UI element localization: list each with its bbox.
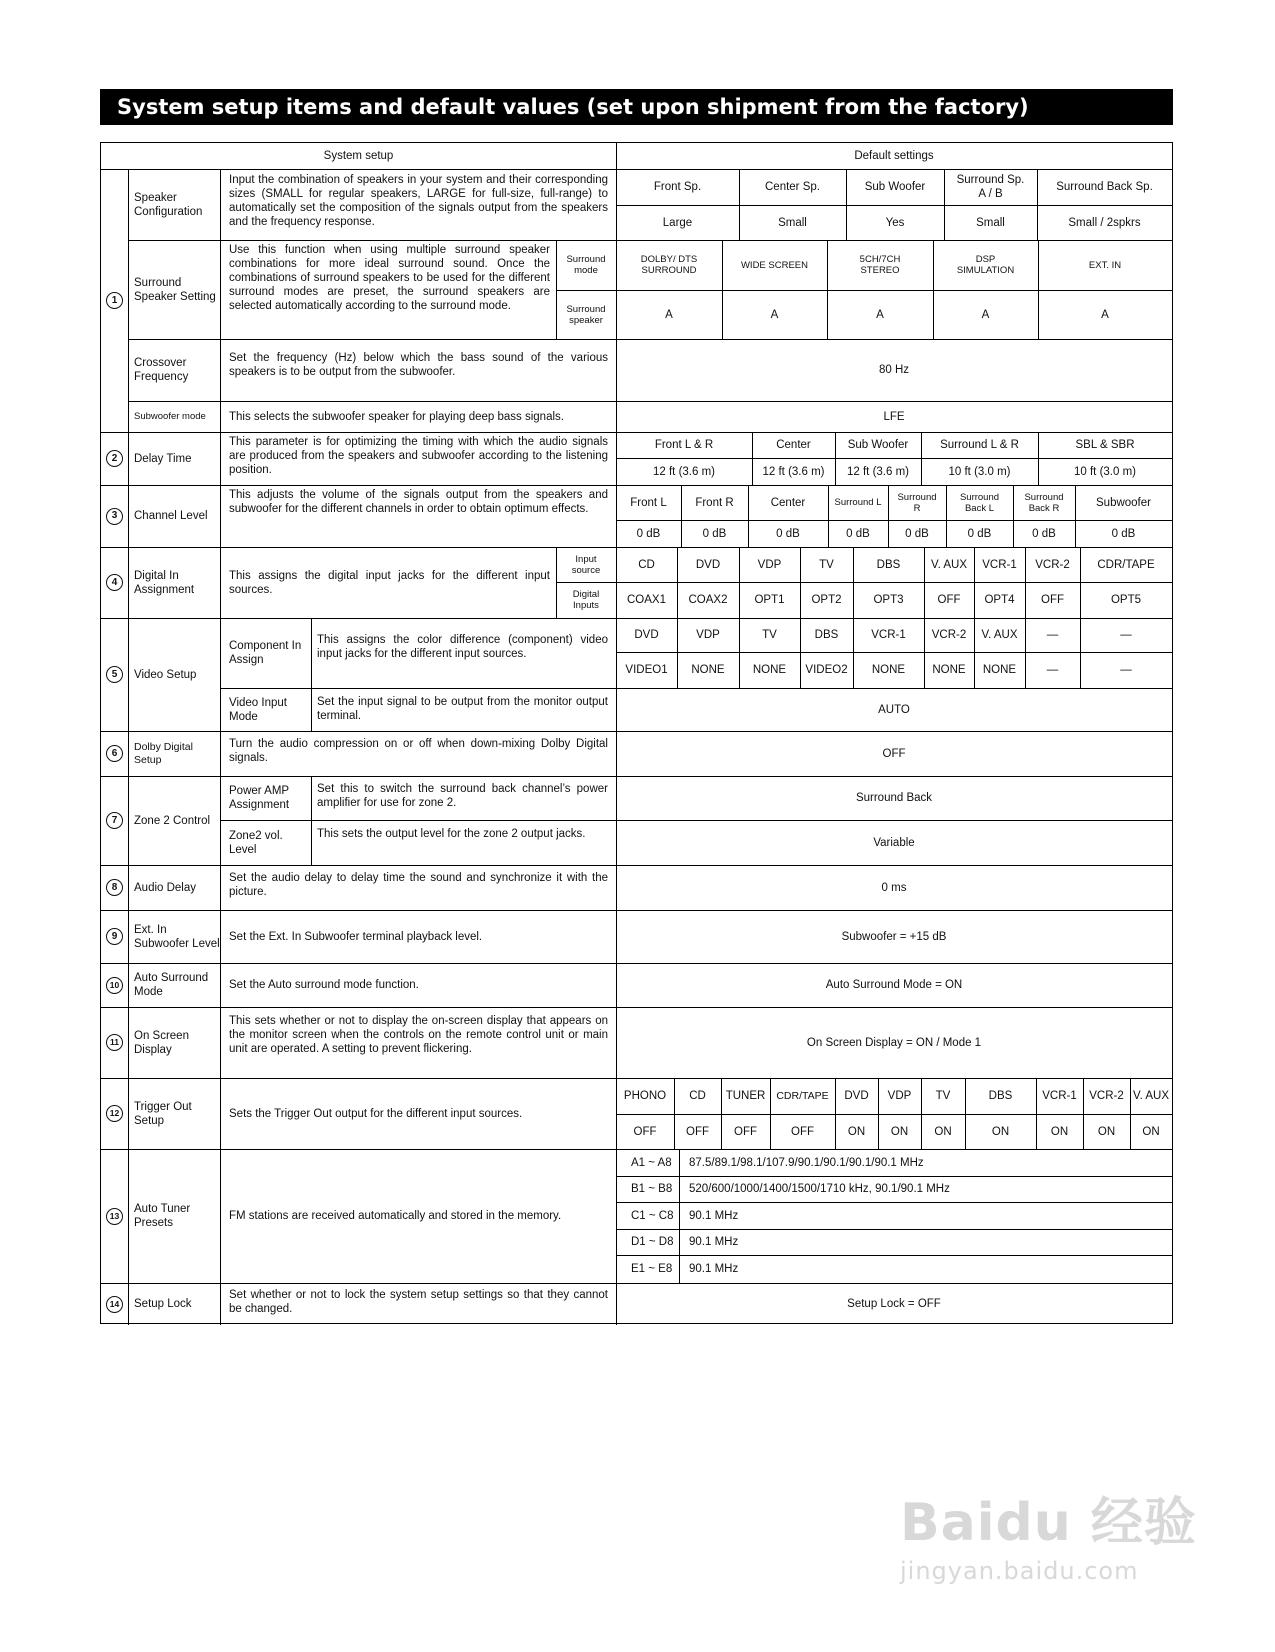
item-number-8: 8 (101, 865, 128, 910)
header-default-settings: Default settings (854, 150, 934, 162)
digital-input: OPT4 (984, 594, 1015, 606)
digital-in-assignment-desc: This assigns the digital input jacks for the different input sources. (229, 569, 550, 596)
delay-head: Sub Woofer (847, 439, 909, 451)
channel-level-label: Channel Level (134, 510, 208, 522)
audio-delay-value: 0 ms (881, 881, 907, 894)
page-title: System setup items and default values (set upon shipment from the factory) (100, 89, 1173, 125)
delay-value: 12 ft (3.6 m) (762, 465, 825, 478)
preset-band: A1 ~ A8 (631, 1156, 672, 1169)
trigger-source: VCR-2 (1089, 1090, 1124, 1102)
digital-inputs-label: Digital Inputs (572, 589, 600, 611)
trigger-source: VCR-1 (1042, 1090, 1077, 1102)
video-input-mode-label: Video Input Mode (229, 696, 287, 723)
digital-input: COAX1 (627, 594, 666, 606)
component-input: NONE (982, 664, 1017, 676)
preset-frequencies: 520/600/1000/1400/1500/1710 kHz, 90.1/90.1 MHz (689, 1183, 950, 1195)
surround-speaker-value: A (1101, 308, 1109, 321)
digital-source: VCR-1 (982, 558, 1017, 571)
video-setup-label: Video Setup (134, 668, 197, 681)
auto-tuner-presets-label: Auto Tuner Presets (134, 1203, 191, 1229)
crossover-frequency-value: 80 Hz (878, 364, 910, 376)
channel-head: Surround R (897, 491, 937, 514)
channel-value: 0 dB (776, 527, 800, 540)
item-number-9: 9 (101, 910, 128, 963)
surround-speaker-value: A (665, 308, 673, 321)
digital-input: COAX2 (688, 594, 728, 606)
digital-source: DVD (695, 558, 721, 571)
watermark-logo-text: Baidu 经验 (900, 1493, 1197, 1553)
component-in-assign-label: Component In Assign (229, 640, 302, 666)
component-input: NONE (871, 664, 906, 676)
trigger-source: CD (689, 1090, 706, 1102)
item-number-12: 12 (101, 1078, 128, 1149)
preset-frequencies: 90.1 MHz (689, 1209, 739, 1222)
digital-source: VCR-2 (1035, 558, 1070, 571)
power-amp-assignment-value: Surround Back (855, 792, 933, 804)
trigger-value: OFF (686, 1125, 709, 1138)
channel-head: Subwoofer (1096, 496, 1151, 509)
dolby-digital-setup-label: Dolby Digital Setup (134, 740, 193, 766)
setup-lock-label: Setup Lock (134, 1298, 192, 1310)
trigger-value: ON (847, 1125, 866, 1138)
speaker-config-value: Large (662, 216, 693, 229)
trigger-source: DVD (844, 1090, 869, 1102)
auto-surround-mode-desc: Set the Auto surround mode function. (229, 979, 419, 991)
subwoofer-mode-desc: This selects the subwoofer speaker for playing deep bass signals. (229, 410, 564, 423)
digital-source: TV (819, 558, 834, 571)
digital-input: OFF (1041, 594, 1064, 606)
component-source: — (1120, 629, 1132, 641)
preset-frequencies: 90.1 MHz (689, 1236, 739, 1248)
speaker-config-head: Surround Back Sp. (1056, 181, 1153, 193)
surround-speaker-value: A (770, 308, 779, 321)
delay-head: Front L & R (654, 439, 714, 451)
delay-head: Center (776, 439, 811, 451)
baidu-watermark (900, 1480, 1200, 1610)
audio-delay-desc: Set the audio delay to delay time the sound and synchronize it with the picture. (229, 872, 608, 898)
item-number-13: 13 (101, 1149, 128, 1283)
crossover-frequency-label: Crossover Frequency (134, 357, 189, 383)
digital-source: VDP (757, 558, 782, 571)
item-number-1: 1 (101, 169, 128, 432)
digital-input: OPT2 (811, 594, 842, 606)
on-screen-display-label: On Screen Display (134, 1029, 189, 1056)
speaker-config-value: Small (778, 216, 807, 229)
channel-value: 0 dB (702, 527, 727, 540)
component-in-assign-desc: This assigns the color difference (component) video input jacks for the different input sources. (317, 634, 608, 660)
component-input: VIDEO1 (625, 664, 668, 676)
video-input-mode-desc: Set the input signal to be output from the monitor output terminal. (317, 696, 608, 722)
trigger-value: ON (991, 1125, 1010, 1138)
surround-speaker-value: A (981, 308, 990, 321)
speaker-config-value: Small / 2spkrs (1068, 216, 1141, 229)
delay-value: 12 ft (3.6 m) (653, 465, 715, 478)
preset-frequencies: 87.5/89.1/98.1/107.9/90.1/90.1/90.1/90.1 MHz (689, 1156, 924, 1169)
surround-speaker-label: Surround speaker (566, 303, 606, 326)
preset-frequencies: 90.1 MHz (689, 1263, 739, 1275)
header-system-setup: System setup (323, 150, 394, 162)
trigger-source: CDR/TAPE (776, 1090, 829, 1102)
delay-head: Surround L & R (940, 439, 1019, 451)
delay-value: 12 ft (3.6 m) (847, 465, 909, 478)
trigger-value: ON (1097, 1125, 1116, 1138)
trigger-source: V. AUX (1132, 1090, 1170, 1102)
digital-input: OFF (937, 594, 961, 606)
auto-surround-mode-value: Auto Surround Mode = ON (825, 979, 963, 991)
speaker-config-value: Yes (885, 216, 905, 229)
item-number-6: 6 (101, 731, 128, 776)
surround-mode: DSP SIMULATION (956, 254, 1015, 276)
speaker-configuration-label: Speaker Configuration (134, 191, 203, 218)
dolby-digital-setup-value: OFF (882, 747, 906, 760)
trigger-source: DBS (988, 1090, 1013, 1102)
speaker-config-head: Sub Woofer (864, 181, 926, 193)
subwoofer-mode-label: Subwoofer mode (134, 411, 206, 422)
video-input-mode-value: AUTO (878, 703, 910, 716)
channel-value: 0 dB (967, 527, 992, 540)
surround-mode: DOLBY/ DTS SURROUND (640, 254, 698, 276)
item-number-4: 4 (101, 547, 128, 618)
preset-band: E1 ~ E8 (631, 1263, 673, 1275)
channel-head: Front R (695, 496, 734, 509)
channel-head: Surround L (834, 497, 882, 508)
preset-band: B1 ~ B8 (631, 1183, 673, 1195)
delay-time-desc: This parameter is for optimizing the timing with which the audio signals are produced from the speakers and subwoofer according to the listening position. (229, 436, 608, 476)
trigger-source: TV (935, 1090, 951, 1102)
digital-input: OPT1 (754, 594, 785, 606)
surround-speaker-setting-desc: Use this function when using multiple surround speaker combinations for more ideal surround sound. Once the combinations of surround speakers to be used for the different surround modes are preset, the surround speakers are selected automatically according to the surround mode. (229, 244, 550, 312)
digital-source: CDR/TAPE (1097, 558, 1155, 571)
item-number-3: 3 (101, 485, 128, 547)
digital-source: DBS (876, 558, 901, 571)
digital-in-assignment-label: Digital In Assignment (134, 569, 195, 596)
channel-head: Center (770, 496, 806, 509)
ext-in-subwoofer-level-value: Subwoofer = +15 dB (841, 930, 947, 943)
trigger-value: ON (1142, 1125, 1160, 1138)
trigger-value: ON (890, 1125, 909, 1138)
channel-value: 0 dB (1032, 527, 1056, 540)
trigger-value: OFF (791, 1125, 814, 1138)
item-number-2: 2 (101, 432, 128, 485)
crossover-frequency-desc: Set the frequency (Hz) below which the bass sound of the various speakers is to be output from the subwoofer. (229, 352, 608, 378)
digital-source: CD (638, 558, 655, 571)
on-screen-display-desc: This sets whether or not to display the on-screen display that appears on the monitor screen when the controls on the remote control unit or main unit are operated. A setting to prevent flickering. (229, 1015, 608, 1055)
component-source: VDP (696, 629, 720, 641)
component-source: VCR-1 (871, 629, 906, 641)
trigger-out-setup-desc: Sets the Trigger Out output for the different input sources. (229, 1107, 523, 1120)
component-source: TV (762, 629, 777, 641)
channel-head: Surround Back R (1024, 491, 1064, 514)
surround-mode: EXT. IN (1088, 259, 1122, 271)
setup-table (100, 142, 1173, 1324)
component-input: — (1120, 664, 1132, 676)
setup-lock-desc: Set whether or not to lock the system setup settings so that they cannot be changed. (229, 1289, 608, 1315)
ext-in-subwoofer-level-desc: Set the Ext. In Subwoofer terminal playback level. (229, 930, 483, 943)
trigger-source: PHONO (623, 1090, 667, 1102)
trigger-out-setup-label: Trigger Out Setup (134, 1100, 192, 1127)
watermark-url: jingyan.baidu.com (900, 1557, 1139, 1585)
speaker-configuration-desc: Input the combination of speakers in your system and their corresponding sizes (SMALL for regular speakers, LARGE for full-size, full-range) to automatically set the composition of the signals output from the speakers and the frequency response. (229, 174, 608, 228)
power-amp-assignment-label: Power AMP Assignment (229, 785, 290, 811)
zone2-vol-level-desc: This sets the output level for the zone 2 output jacks. (317, 828, 586, 840)
zone2-vol-level-value: Variable (873, 836, 915, 849)
component-source: V. AUX (981, 629, 1018, 641)
auto-tuner-presets-desc: FM stations are received automatically and stored in the memory. (229, 1210, 562, 1222)
delay-value: 10 ft (3.0 m) (1074, 465, 1136, 478)
component-input: NONE (932, 664, 966, 676)
component-input: VIDEO2 (805, 664, 848, 676)
subwoofer-mode-value: LFE (883, 410, 905, 423)
auto-surround-mode-label: Auto Surround Mode (134, 972, 209, 998)
speaker-config-head: Surround Sp. A / B (956, 174, 1025, 200)
ext-in-subwoofer-level-label: Ext. In Subwoofer Level (134, 923, 220, 950)
component-source: VCR-2 (931, 629, 967, 641)
digital-input: OPT5 (1110, 594, 1142, 606)
setup-lock-value: Setup Lock = OFF (847, 1298, 941, 1310)
speaker-config-head: Center Sp. (765, 181, 820, 193)
trigger-source: TUNER (725, 1090, 766, 1102)
trigger-value: OFF (734, 1125, 757, 1138)
on-screen-display-value: On Screen Display = ON / Mode 1 (806, 1036, 982, 1049)
surround-mode: WIDE SCREEN (740, 259, 809, 271)
trigger-value: ON (934, 1125, 952, 1138)
speaker-config-value: Small (976, 216, 1005, 229)
item-number-14: 14 (101, 1283, 128, 1325)
zone2-control-label: Zone 2 Control (134, 814, 211, 827)
component-source: DBS (814, 629, 839, 641)
component-input: NONE (752, 664, 787, 676)
channel-value: 0 dB (1111, 527, 1136, 540)
audio-delay-label: Audio Delay (134, 881, 197, 894)
item-number-10: 10 (101, 963, 128, 1007)
trigger-source: VDP (887, 1090, 912, 1102)
channel-level-desc: This adjusts the volume of the signals output from the speakers and subwoofer for the different channels in order to obtain optimum effects. (229, 489, 608, 515)
digital-input: OPT3 (873, 594, 904, 606)
trigger-value: ON (1050, 1125, 1069, 1138)
delay-head: SBL & SBR (1075, 439, 1135, 451)
surround-speaker-value: A (876, 308, 884, 321)
channel-value: 0 dB (636, 527, 661, 540)
channel-head: Surround Back L (959, 491, 1000, 514)
channel-head: Front L (630, 496, 667, 509)
preset-band: C1 ~ C8 (631, 1209, 674, 1222)
dolby-digital-setup-desc: Turn the audio compression on or off when down-mixing Dolby Digital signals. (229, 738, 608, 764)
trigger-value: OFF (633, 1125, 657, 1138)
component-source: — (1046, 629, 1059, 641)
power-amp-assignment-desc: Set this to switch the surround back channel’s power amplifier for use for zone 2. (317, 783, 608, 809)
component-input: — (1046, 664, 1059, 676)
item-number-7: 7 (101, 776, 128, 865)
surround-mode-label: Surround mode (566, 254, 606, 276)
delay-value: 10 ft (3.0 m) (948, 465, 1011, 478)
input-source-label: Input source (571, 553, 601, 576)
zone2-vol-level-label: Zone2 vol. Level (229, 829, 283, 856)
item-number-5: 5 (101, 618, 128, 731)
channel-value: 0 dB (905, 527, 929, 540)
preset-band: D1 ~ D8 (631, 1236, 674, 1248)
speaker-config-head: Front Sp. (653, 181, 702, 193)
channel-value: 0 dB (846, 527, 870, 540)
delay-time-label: Delay Time (134, 452, 192, 465)
component-input: NONE (691, 664, 725, 676)
digital-source: V. AUX (930, 558, 968, 571)
surround-speaker-setting-label: Surround Speaker Setting (134, 276, 216, 303)
surround-mode: 5CH/7CH STEREO (859, 254, 901, 276)
item-number-11: 11 (101, 1007, 128, 1078)
component-source: DVD (634, 629, 659, 641)
